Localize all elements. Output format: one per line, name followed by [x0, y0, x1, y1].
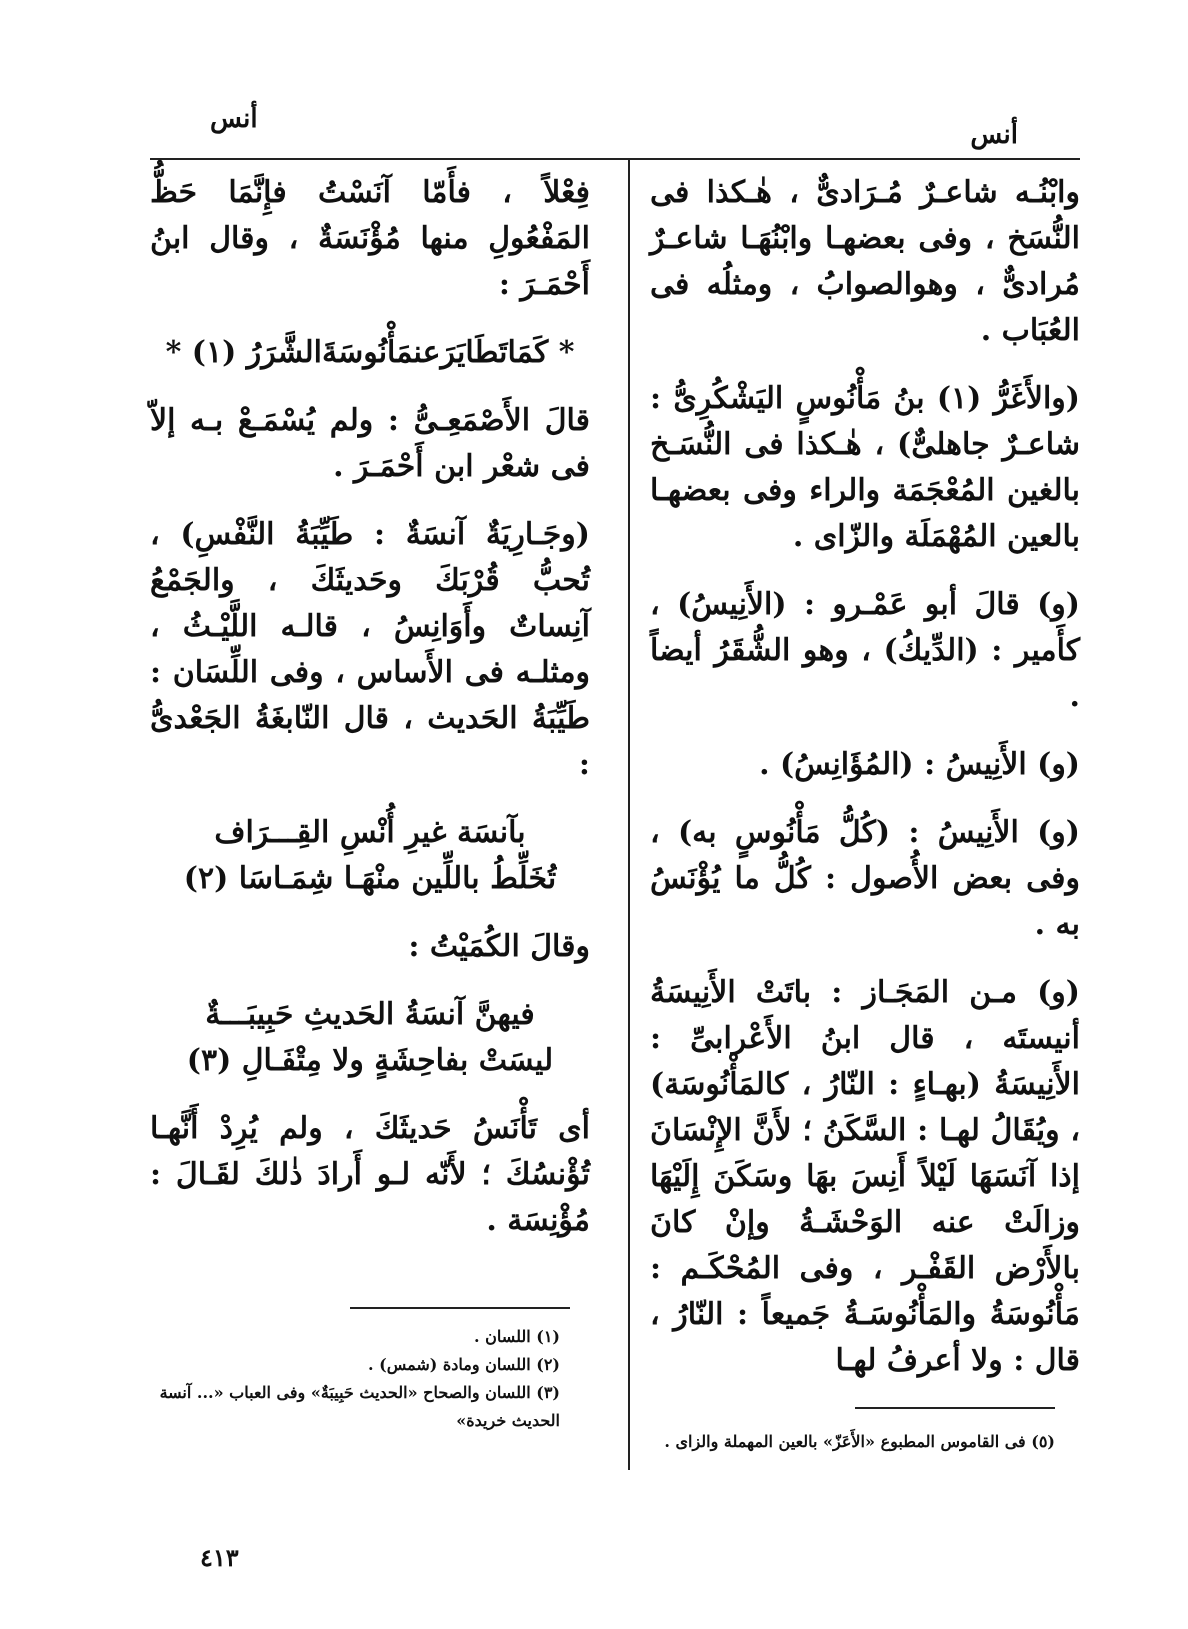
paragraph: (والأَغَرُّ (١) بنُ مَأْنُوسٍ اليَشْكُرِىُّ : شاعـرٌ جاهلىٌّ) ، هٰـكذا فى النُّسَـخ بالغين المُعْجَمَة والراء وفى بعضهـا بالعين المُهْمَلَة والزّاى .	[650, 381, 1080, 554]
verse-line: تُخَلِّطُ باللِّين منْهَـا شِمَـاسَا (٢)	[183, 861, 557, 896]
verse-line: بآنسَة غيرِ أُنْسِ القِـــرَاف	[214, 815, 526, 850]
paragraph: وابْنُـه شاعـرٌ مُـرَادىٌّ ، هٰـكذا فى النُّسَخ ، وفى بعضهـا وابْنُهَـا شاعـرٌ مُرادىٌّ ، وهوالصوابُ ، ومثلُه فى العُبَاب .	[650, 175, 1080, 348]
verse	[150, 810, 590, 902]
paragraph: (و) قالَ أبو عَمْـرو : (الأَنِيسُ) ، كأَمير : (الدِّيكُ) ، وهو الشُّقَرُ أيضاً .	[650, 587, 1080, 714]
running-header-right: أنس	[970, 120, 1018, 150]
page-number: ٤١٣	[200, 1543, 239, 1572]
column-divider	[628, 160, 630, 1470]
footnote: (٢) اللسان ومادة (شمس) .	[368, 1355, 560, 1374]
left-column	[150, 170, 590, 1266]
paragraph: فِعْلاً ، فأَمّا آنَسْتُ فإِنَّمَا حَظُّ المَفْعُولِ منها مُؤْنَسَةٌ ، وقال ابنُ أَحْمَـرَ :	[150, 175, 590, 302]
paragraph: (و) الأَنِيسُ : (المُؤَانِسُ) .	[759, 747, 1080, 782]
verse-line: فيهنَّ آنسَةُ الحَديثِ حَبِيبَـــةٌ	[205, 997, 535, 1032]
footnotes-right	[650, 1428, 1055, 1456]
paragraph: وقالَ الكُمَيْتُ :	[408, 929, 590, 964]
verse	[150, 330, 590, 376]
paragraph: (و) مـن المَجَـاز : باتَتْ الأَنِيسَةُ أنيستَه ، قال ابنُ الأَعْرابىِّ : الأَنِيسَةُ (بهـاءٍ : النّارُ ، كالمَأْنُوسَة) ، ويُقَالُ لهـا : السَّكَنُ ؛ لأَنَّ الإِنْسَانَ إذا آنَسَهَا لَيْلاً أَنِسَ بهَا وسَكَنَ إِلَيْهَا وزالَتْ عنه الوَحْشَـةُ وإنْ كانَ بالأَرْض القَفْـر ، وفى المُحْكَـم : مَأْنُوسَةُ والمَأْنُوسَـةُ جَميعاً : النّارُ ، قال : ولا أعرفُ لهـا	[650, 975, 1080, 1378]
paragraph: أى تَأْنَسُ حَديثَكَ ، ولم يُرِدْ أَنَّهـا تُؤْنسُكَ ؛ لأَنّه لـو أَرادَ ذٰلكَ لقَـالَ : مُؤْنِسَة .	[150, 1111, 590, 1238]
verse	[150, 992, 590, 1084]
footnote-rule	[855, 1407, 1055, 1409]
footnotes-left	[150, 1323, 560, 1435]
footnote: (٥) فى القاموس المطبوع «الأَعَزّ» بالعين المهملة والزاى .	[664, 1432, 1055, 1451]
paragraph: (و) الأَنِيسُ : (كُلُّ مَأْنُوسٍ به) ، وفى بعض الأُصول : كُلُّ ما يُؤْنَسُ به .	[650, 815, 1080, 942]
paragraph: (وجَـارِيَةٌ آنسَةٌ : طَيِّبَةُ النَّفْسِ) ، تُحبُّ قُرْبَكَ وحَديثَكَ ، والجَمْعُ آنِساتٌ وأَوَانِسُ ، قالـه اللَّيْـثُ ، ومثلـه فى الأَساس ، وفى اللِّسَان : طَيِّبَةُ الحَديث ، قال النّابغَةُ الجَعْدىُّ :	[150, 517, 590, 782]
footnote: (٣) اللسان والصحاح «الحديث حَبِيبَةٌ» وفى العباب «... آنسة الحديث خريدة»	[159, 1383, 560, 1430]
running-header-left: أنس	[210, 104, 258, 134]
verse-line: ليسَتْ بفاحِشَةٍ ولا مِتْفَـالِ (٣)	[186, 1043, 554, 1078]
right-column	[650, 170, 1080, 1406]
paragraph: قالَ الأَصْمَعِـىُّ : ولم يُسْمَـعْ بـه إلاّ فى شعْر ابن أَحْمَـرَ .	[150, 403, 590, 484]
footnote: (١) اللسان .	[474, 1327, 560, 1346]
header-rule	[150, 158, 1080, 160]
verse-line: * كَمَاتَطَايَرَعنمَأْنُوسَةَالشَّرَرُ (١) *	[165, 335, 575, 370]
footnote-rule	[350, 1307, 570, 1309]
